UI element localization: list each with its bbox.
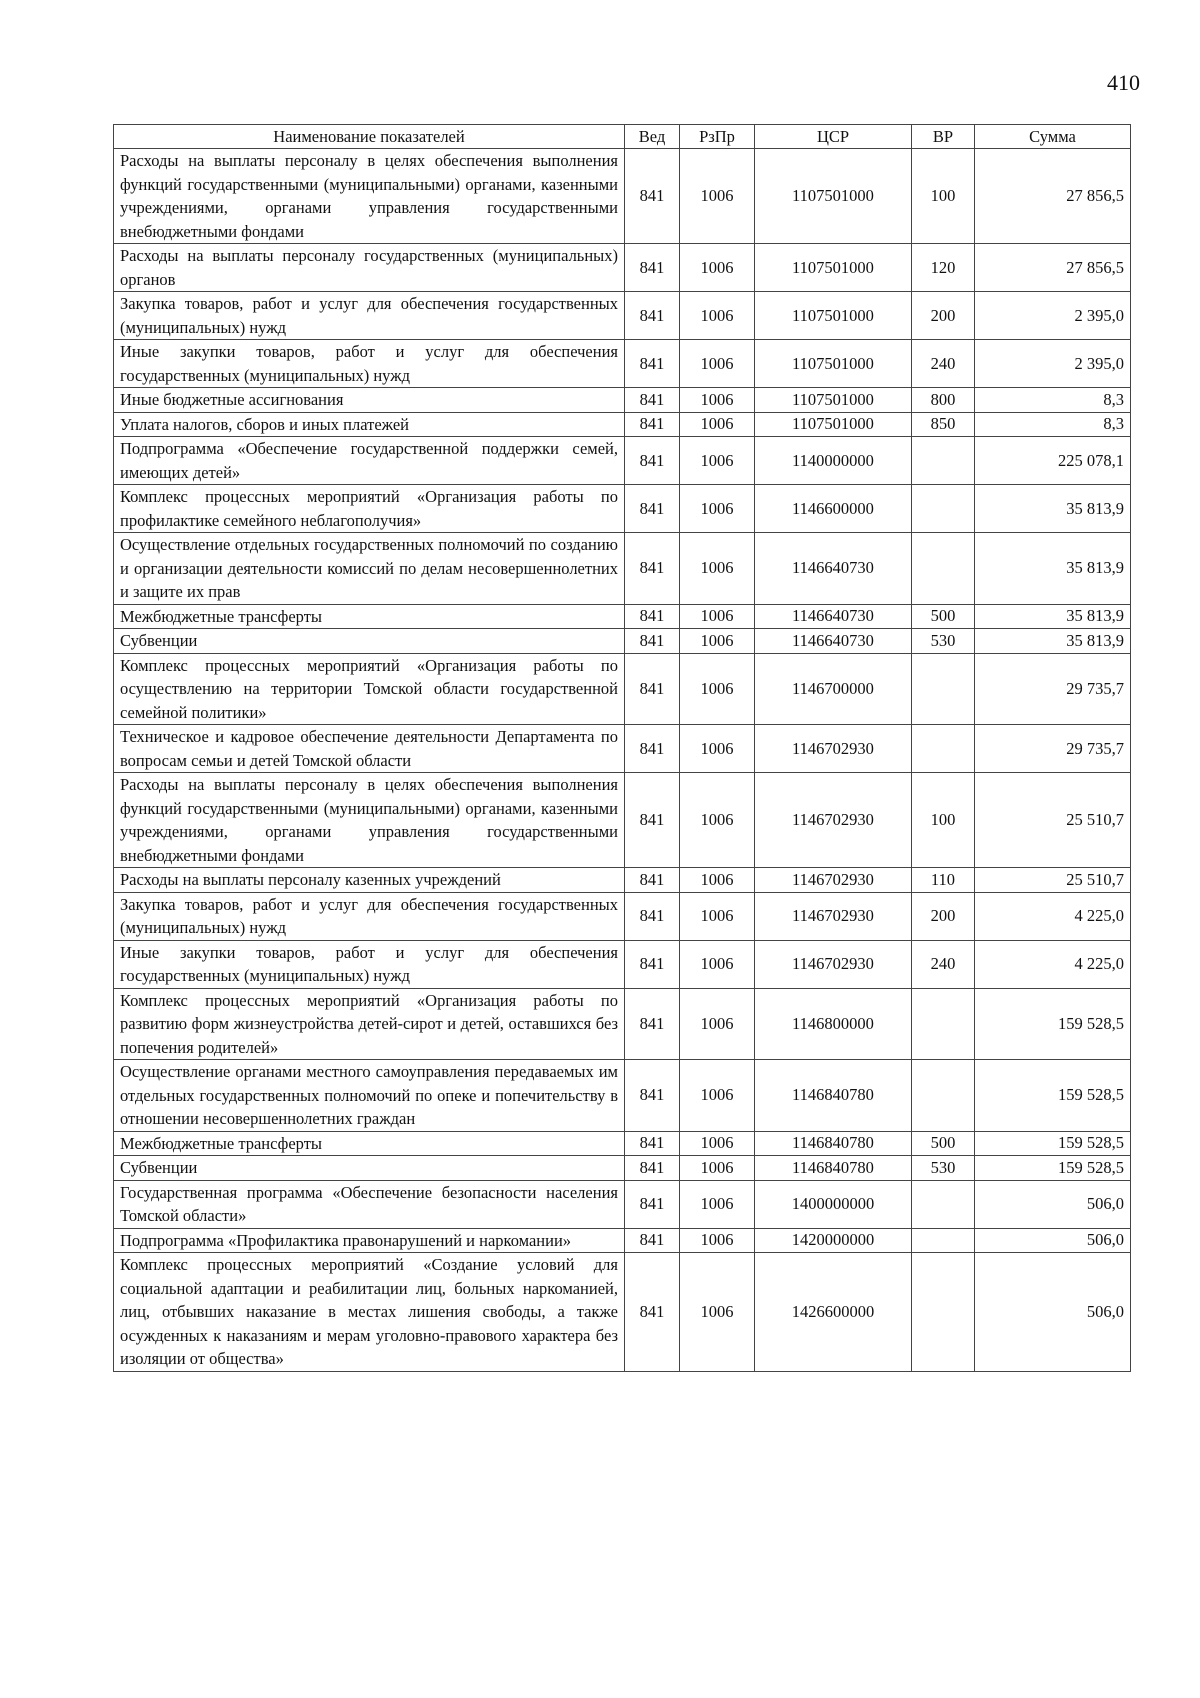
table-row	[114, 988, 1131, 1060]
table-row	[114, 1131, 1131, 1156]
cell-ved: 841	[625, 292, 680, 340]
cell-rzpr: 1006	[680, 437, 755, 485]
cell-rzpr: 1006	[680, 1131, 755, 1156]
cell-name: Комплекс процессных мероприятий «Организация работы по развитию форм жизнеустройства детей-сирот и детей, оставшихся без попечения родителей»	[114, 988, 625, 1060]
cell-csr: 1146640730	[755, 604, 912, 629]
cell-rzpr: 1006	[680, 892, 755, 940]
cell-name: Иные бюджетные ассигнования	[114, 388, 625, 413]
cell-name: Закупка товаров, работ и услуг для обеспечения государственных (муниципальных) нужд	[114, 892, 625, 940]
table-row	[114, 412, 1131, 437]
cell-name: Подпрограмма «Обеспечение государственной поддержки семей, имеющих детей»	[114, 437, 625, 485]
cell-name: Расходы на выплаты персоналу в целях обеспечения выполнения функций государственными (муниципальными) органами, казенными учреждениями, органами управления государственными внебюджетными фондами	[114, 149, 625, 244]
cell-csr: 1107501000	[755, 412, 912, 437]
cell-csr: 1146840780	[755, 1060, 912, 1132]
cell-sum: 506,0	[975, 1180, 1131, 1228]
cell-sum: 35 813,9	[975, 629, 1131, 654]
page-number: 410	[1107, 70, 1140, 95]
table-row	[114, 773, 1131, 868]
cell-ved: 841	[625, 244, 680, 292]
cell-name: Субвенции	[114, 629, 625, 654]
cell-sum: 2 395,0	[975, 340, 1131, 388]
cell-ved: 841	[625, 1228, 680, 1253]
cell-rzpr: 1006	[680, 485, 755, 533]
cell-name: Закупка товаров, работ и услуг для обеспечения государственных (муниципальных) нужд	[114, 292, 625, 340]
cell-ved: 841	[625, 725, 680, 773]
cell-rzpr: 1006	[680, 149, 755, 244]
cell-ved: 841	[625, 868, 680, 893]
cell-name: Иные закупки товаров, работ и услуг для обеспечения государственных (муниципальных) нужд	[114, 940, 625, 988]
cell-vr: 850	[912, 412, 975, 437]
cell-vr: 530	[912, 629, 975, 654]
cell-sum: 159 528,5	[975, 988, 1131, 1060]
table-row	[114, 340, 1131, 388]
cell-name: Комплекс процессных мероприятий «Создание условий для социальной адаптации и реабилитации лиц, больных наркоманией, лиц, отбывших наказание в местах лишения свободы, а также осужденных к наказаниям и мерам уголовно-правового характера без изоляции от общества»	[114, 1253, 625, 1372]
cell-ved: 841	[625, 988, 680, 1060]
cell-csr: 1107501000	[755, 149, 912, 244]
table-row	[114, 388, 1131, 413]
cell-ved: 841	[625, 940, 680, 988]
cell-csr: 1146640730	[755, 629, 912, 654]
cell-rzpr: 1006	[680, 244, 755, 292]
cell-vr	[912, 725, 975, 773]
cell-vr: 100	[912, 773, 975, 868]
cell-rzpr: 1006	[680, 1156, 755, 1181]
cell-csr: 1107501000	[755, 340, 912, 388]
cell-sum: 25 510,7	[975, 773, 1131, 868]
cell-csr: 1146640730	[755, 533, 912, 605]
cell-ved: 841	[625, 533, 680, 605]
cell-rzpr: 1006	[680, 533, 755, 605]
table-row	[114, 1060, 1131, 1132]
cell-name: Техническое и кадровое обеспечение деятельности Департамента по вопросам семьи и детей Томской области	[114, 725, 625, 773]
table-row	[114, 292, 1131, 340]
table-row	[114, 485, 1131, 533]
cell-ved: 841	[625, 149, 680, 244]
cell-vr: 240	[912, 340, 975, 388]
cell-csr: 1400000000	[755, 1180, 912, 1228]
table-row	[114, 868, 1131, 893]
cell-rzpr: 1006	[680, 629, 755, 654]
cell-sum: 8,3	[975, 388, 1131, 413]
cell-ved: 841	[625, 1156, 680, 1181]
header-rzpr: РзПр	[680, 125, 755, 149]
cell-ved: 841	[625, 412, 680, 437]
cell-vr	[912, 437, 975, 485]
cell-csr: 1146600000	[755, 485, 912, 533]
cell-ved: 841	[625, 340, 680, 388]
table-row	[114, 629, 1131, 654]
cell-csr: 1426600000	[755, 1253, 912, 1372]
cell-rzpr: 1006	[680, 1253, 755, 1372]
cell-csr: 1146840780	[755, 1131, 912, 1156]
cell-rzpr: 1006	[680, 868, 755, 893]
cell-sum: 4 225,0	[975, 940, 1131, 988]
cell-sum: 29 735,7	[975, 653, 1131, 725]
header-name: Наименование показателей	[114, 125, 625, 149]
cell-ved: 841	[625, 1131, 680, 1156]
cell-vr: 500	[912, 604, 975, 629]
cell-vr: 240	[912, 940, 975, 988]
cell-name: Уплата налогов, сборов и иных платежей	[114, 412, 625, 437]
table-row	[114, 1156, 1131, 1181]
cell-csr: 1146800000	[755, 988, 912, 1060]
cell-csr: 1107501000	[755, 292, 912, 340]
table-row	[114, 1228, 1131, 1253]
cell-name: Осуществление отдельных государственных полномочий по созданию и организации деятельности комиссий по делам несовершеннолетних и защите их прав	[114, 533, 625, 605]
cell-ved: 841	[625, 1060, 680, 1132]
table-row	[114, 244, 1131, 292]
cell-sum: 35 813,9	[975, 533, 1131, 605]
cell-csr: 1140000000	[755, 437, 912, 485]
cell-ved: 841	[625, 485, 680, 533]
table-body	[114, 149, 1131, 1372]
cell-sum: 35 813,9	[975, 485, 1131, 533]
cell-sum: 506,0	[975, 1253, 1131, 1372]
cell-name: Субвенции	[114, 1156, 625, 1181]
cell-vr: 110	[912, 868, 975, 893]
cell-csr: 1107501000	[755, 244, 912, 292]
cell-ved: 841	[625, 604, 680, 629]
cell-name: Расходы на выплаты персоналу казенных учреждений	[114, 868, 625, 893]
cell-sum: 27 856,5	[975, 244, 1131, 292]
cell-csr: 1107501000	[755, 388, 912, 413]
cell-vr	[912, 1253, 975, 1372]
cell-sum: 225 078,1	[975, 437, 1131, 485]
cell-vr	[912, 1180, 975, 1228]
cell-sum: 8,3	[975, 412, 1131, 437]
table-row	[114, 1180, 1131, 1228]
cell-csr: 1146702930	[755, 725, 912, 773]
cell-csr: 1146700000	[755, 653, 912, 725]
cell-rzpr: 1006	[680, 292, 755, 340]
cell-sum: 159 528,5	[975, 1131, 1131, 1156]
cell-ved: 841	[625, 1180, 680, 1228]
cell-sum: 27 856,5	[975, 149, 1131, 244]
cell-name: Государственная программа «Обеспечение безопасности населения Томской области»	[114, 1180, 625, 1228]
cell-name: Комплекс процессных мероприятий «Организация работы по осуществлению на территории Томской области государственной семейной политики»	[114, 653, 625, 725]
cell-name: Комплекс процессных мероприятий «Организация работы по профилактике семейного неблагополучия»	[114, 485, 625, 533]
cell-rzpr: 1006	[680, 940, 755, 988]
cell-rzpr: 1006	[680, 1180, 755, 1228]
cell-csr: 1420000000	[755, 1228, 912, 1253]
cell-rzpr: 1006	[680, 604, 755, 629]
cell-ved: 841	[625, 629, 680, 654]
table-row	[114, 604, 1131, 629]
header-csr: ЦСР	[755, 125, 912, 149]
cell-name: Иные закупки товаров, работ и услуг для обеспечения государственных (муниципальных) нужд	[114, 340, 625, 388]
cell-vr: 120	[912, 244, 975, 292]
cell-vr	[912, 988, 975, 1060]
cell-csr: 1146702930	[755, 892, 912, 940]
cell-rzpr: 1006	[680, 725, 755, 773]
cell-vr: 200	[912, 892, 975, 940]
cell-csr: 1146702930	[755, 868, 912, 893]
cell-vr	[912, 533, 975, 605]
cell-ved: 841	[625, 388, 680, 413]
cell-csr: 1146840780	[755, 1156, 912, 1181]
cell-rzpr: 1006	[680, 388, 755, 413]
cell-rzpr: 1006	[680, 988, 755, 1060]
budget-table	[113, 124, 1131, 1372]
table-row	[114, 653, 1131, 725]
table-row	[114, 437, 1131, 485]
cell-vr	[912, 653, 975, 725]
cell-rzpr: 1006	[680, 1060, 755, 1132]
cell-rzpr: 1006	[680, 653, 755, 725]
header-ved: Вед	[625, 125, 680, 149]
cell-sum: 159 528,5	[975, 1060, 1131, 1132]
cell-name: Межбюджетные трансферты	[114, 604, 625, 629]
cell-sum: 2 395,0	[975, 292, 1131, 340]
cell-vr: 800	[912, 388, 975, 413]
table-row	[114, 892, 1131, 940]
table-row	[114, 149, 1131, 244]
cell-ved: 841	[625, 892, 680, 940]
cell-rzpr: 1006	[680, 412, 755, 437]
table-row	[114, 1253, 1131, 1372]
cell-vr	[912, 1228, 975, 1253]
cell-ved: 841	[625, 773, 680, 868]
cell-name: Расходы на выплаты персоналу государственных (муниципальных) органов	[114, 244, 625, 292]
cell-sum: 35 813,9	[975, 604, 1131, 629]
cell-sum: 4 225,0	[975, 892, 1131, 940]
cell-rzpr: 1006	[680, 773, 755, 868]
cell-vr: 530	[912, 1156, 975, 1181]
cell-csr: 1146702930	[755, 773, 912, 868]
table-row	[114, 725, 1131, 773]
cell-ved: 841	[625, 653, 680, 725]
cell-name: Осуществление органами местного самоуправления передаваемых им отдельных государственных полномочий по опеке и попечительству в отношении несовершеннолетних граждан	[114, 1060, 625, 1132]
cell-name: Межбюджетные трансферты	[114, 1131, 625, 1156]
cell-ved: 841	[625, 1253, 680, 1372]
table-row	[114, 533, 1131, 605]
cell-vr: 100	[912, 149, 975, 244]
cell-csr: 1146702930	[755, 940, 912, 988]
cell-ved: 841	[625, 437, 680, 485]
table-row	[114, 940, 1131, 988]
cell-rzpr: 1006	[680, 1228, 755, 1253]
table-header-row	[114, 125, 1131, 149]
cell-rzpr: 1006	[680, 340, 755, 388]
cell-name: Расходы на выплаты персоналу в целях обеспечения выполнения функций государственными (муниципальными) органами, казенными учреждениями, органами управления государственными внебюджетными фондами	[114, 773, 625, 868]
cell-vr	[912, 485, 975, 533]
header-sum: Сумма	[975, 125, 1131, 149]
cell-vr: 500	[912, 1131, 975, 1156]
header-vr: ВР	[912, 125, 975, 149]
cell-name: Подпрограмма «Профилактика правонарушений и наркомании»	[114, 1228, 625, 1253]
cell-sum: 159 528,5	[975, 1156, 1131, 1181]
cell-vr: 200	[912, 292, 975, 340]
cell-vr	[912, 1060, 975, 1132]
cell-sum: 29 735,7	[975, 725, 1131, 773]
cell-sum: 506,0	[975, 1228, 1131, 1253]
cell-sum: 25 510,7	[975, 868, 1131, 893]
